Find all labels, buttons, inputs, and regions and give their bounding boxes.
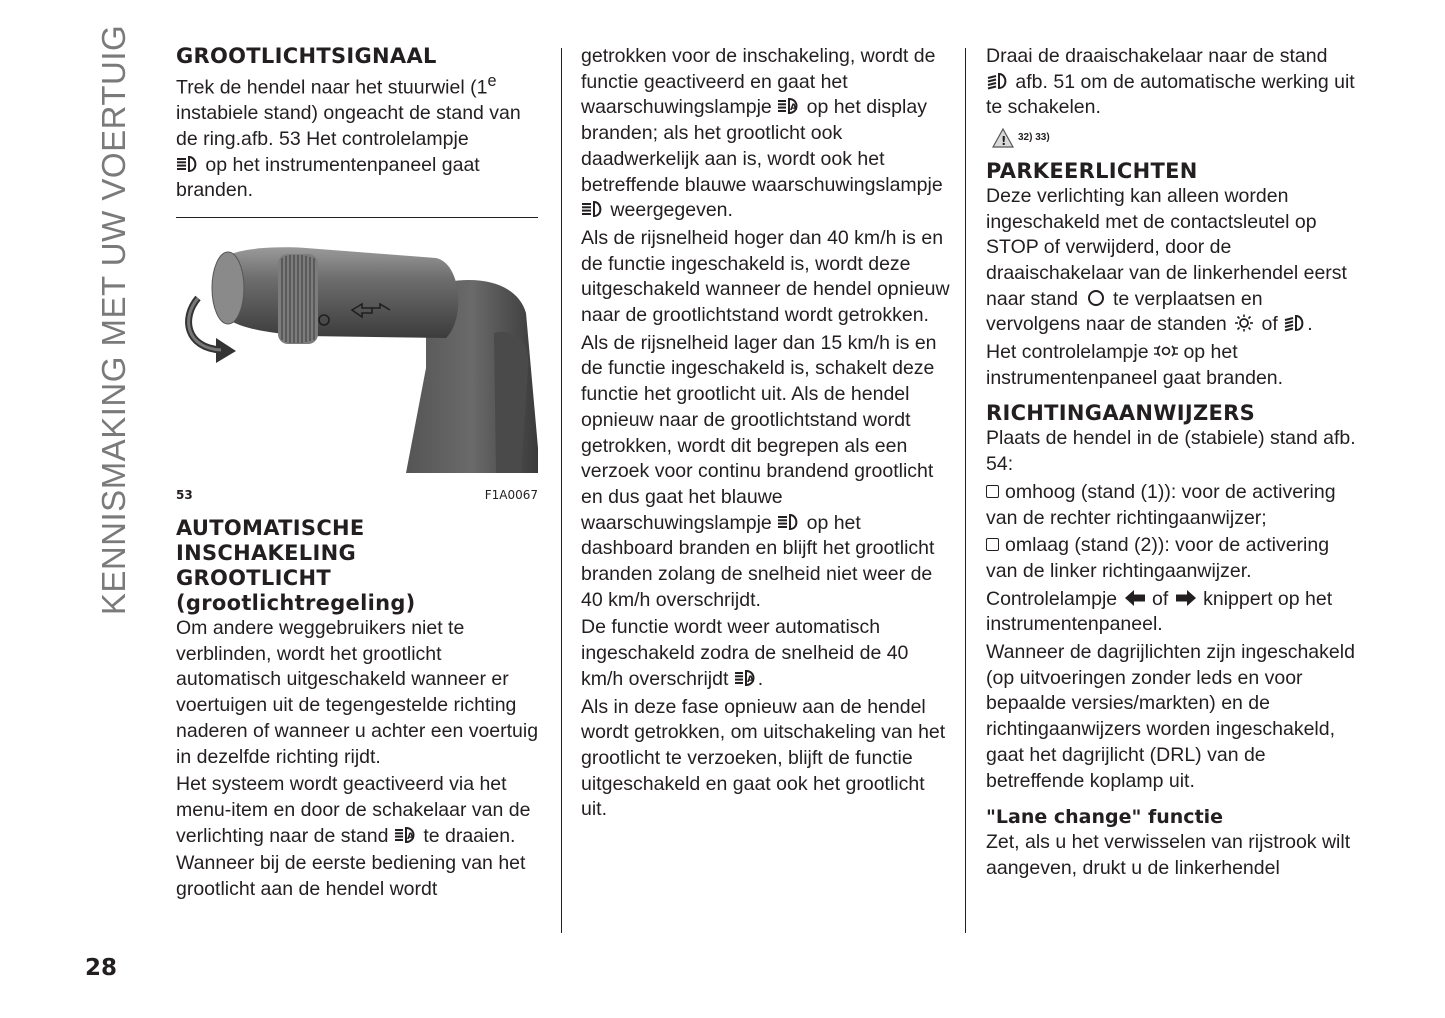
heading-parkeerlichten: PARKEERLICHTEN — [986, 158, 1198, 183]
figure-number: 53 — [176, 487, 193, 502]
section-side-title — [88, 24, 140, 616]
heading-automatische-inschakeling: AUTOMATISCHE INSCHAKELING GROOTLICHT (grootlichtregeling) — [176, 516, 416, 616]
paragraph-draai: Draai de draaischakelaar naar de stand afb. 51 om de automatische werking uit te schakelen. — [986, 45, 1355, 119]
paragraph-controlelampje-knippert: Controlelampje of knippert op het instrumentenpaneel. — [986, 587, 1333, 636]
high-beam-icon — [581, 200, 605, 218]
paragraph-plaats-hendel: Plaats de hendel in de (stabiele) stand afb. 54: — [986, 427, 1356, 476]
warning-references — [992, 125, 1356, 151]
heading-grootlichtsignaal: GROOTLICHTSIGNAAL — [176, 44, 437, 68]
high-beam-auto-icon — [394, 826, 418, 844]
arrow-right-icon — [1174, 589, 1198, 607]
figure-caption — [176, 483, 538, 509]
checkbox-bullet-icon — [986, 538, 999, 551]
paragraph-eerste-bediening: Wanneer bij de eerste bediening van het grootlicht aan de hendel wordt — [176, 852, 526, 901]
paragraph-om-andere: Om andere weggebruikers niet te verblinden, wordt het grootlicht automatisch uitgeschakeld wanneer er voertuigen uit de tegengestelde richting naderen of wanneer u achter een voertuig in dezelfde richting rijdt. — [176, 617, 539, 768]
paragraph-dagrijlichten: Wanneer de dagrijlichten zijn ingeschakeld (op uitvoeringen zonder leds en voor bepaalde versies/markten) en de richtingaanwijzers worden ingeschakeld, gaat het dagrijlicht (DRL) van de betreffende koplamp uit. — [986, 641, 1355, 792]
column-2 — [581, 44, 951, 825]
column-divider-2 — [965, 48, 966, 933]
high-beam-icon — [777, 513, 801, 531]
column-divider-1 — [561, 48, 562, 933]
paragraph-hoger-40: Als de rijsnelheid hoger dan 40 km/h is en de functie ingeschakeld is, wordt deze uitgeschakeld wanneer de hendel opnieuw naar de grootlichtstand wordt getrokken. — [581, 226, 950, 327]
figure-code: F1A0067 — [484, 487, 538, 502]
warning-reference-numbers: 32) 33) — [1018, 132, 1050, 144]
svg-text:!: ! — [1001, 133, 1007, 148]
checkbox-bullet-icon — [986, 485, 999, 498]
low-beam-icon — [1283, 314, 1307, 332]
paragraph-systeem: Het systeem wordt geactiveerd via het menu-item en door de schakelaar van de verlichting naar de stand te draaien. — [176, 773, 531, 847]
arrow-left-icon — [1123, 589, 1147, 607]
stalk-illustration — [176, 218, 538, 502]
section-side-title-text: KENNISMAKING MET UW VOERTUIG — [95, 24, 132, 616]
paragraph-deze-fase: Als in deze fase opnieuw aan de hendel wordt getrokken, om uitschakeling van het grootlicht te verzoeken, blijft de functie uitgeschakeld en gaat ook het grootlicht uit. — [581, 695, 946, 821]
paragraph-weer-automatisch: De functie wordt weer automatisch ingeschakeld zodra de snelheid de 40 km/h overschrijdt . — [581, 616, 909, 690]
off-position-icon — [1084, 289, 1108, 307]
low-beam-icon — [986, 72, 1010, 90]
high-beam-auto-icon — [734, 669, 758, 687]
paragraph-grootlichtsignaal: Trek de hendel naar het stuurwiel (1e instabiele stand) ongeacht de stand van de ring.afb. 53 Het controlelampje op het instrumentenpaneel gaat branden. — [176, 72, 521, 202]
high-beam-auto-icon — [777, 97, 801, 115]
paragraph-lane-change: Zet, als u het verwisselen van rijstrook wilt aangeven, drukt u de linkerhendel — [986, 831, 1351, 879]
column-3 — [986, 44, 1356, 884]
list-item-omhoog: omhoog (stand (1)): voor de activering van de rechter richtingaanwijzer; — [986, 480, 1336, 529]
list-item-omlaag: omlaag (stand (2)): voor de activering van de linker richtingaanwijzer. — [986, 534, 1330, 582]
paragraph-lager-15: Als de rijsnelheid lager dan 15 km/h is en de functie ingeschakeld is, schakelt deze functie het grootlicht uit. Als de hendel opnieuw naar de grootlichtstand wordt getrokken, wordt dit begrepen als een verzoek voor continu brandend grootlicht en dus gaat het blauwe waarschuwingslampje op het dashboard branden en blijft het grootlicht branden zolang de snelheid niet weer de 40 km/h overschrijdt. — [581, 331, 937, 611]
warning-triangle-icon — [992, 128, 1014, 148]
column-1 — [176, 44, 546, 905]
heading-richtingaanwijzers: RICHTINGAANWIJZERS — [986, 401, 1256, 426]
heading-lane-change: "Lane change" functie — [986, 806, 1224, 829]
paragraph-parkeerlichten: Deze verlichting kan alleen worden ingeschakeld met de contactsleutel op STOP of verwijderd, door de draaischakelaar van de linkerhendel eerst naar stand te verplaatsen en vervolgens naar de standen of . — [986, 184, 1347, 336]
high-beam-icon — [176, 155, 200, 173]
page-number: 28 — [85, 955, 118, 981]
paragraph-controlelampje-parking: Het controlelampje op het instrumentenpaneel gaat branden. — [986, 341, 1284, 389]
paragraph-getrokken: getrokken voor de inschakeling, wordt de functie geactiveerd en gaat het waarschuwingslampje op het display branden; als het grootlicht ook daadwerkelijk aan is, wordt ook het betreffende blauwe waarschuwingslampje weergegeven. — [581, 45, 943, 222]
parking-light-icon — [1154, 342, 1178, 360]
side-light-icon — [1232, 314, 1256, 332]
